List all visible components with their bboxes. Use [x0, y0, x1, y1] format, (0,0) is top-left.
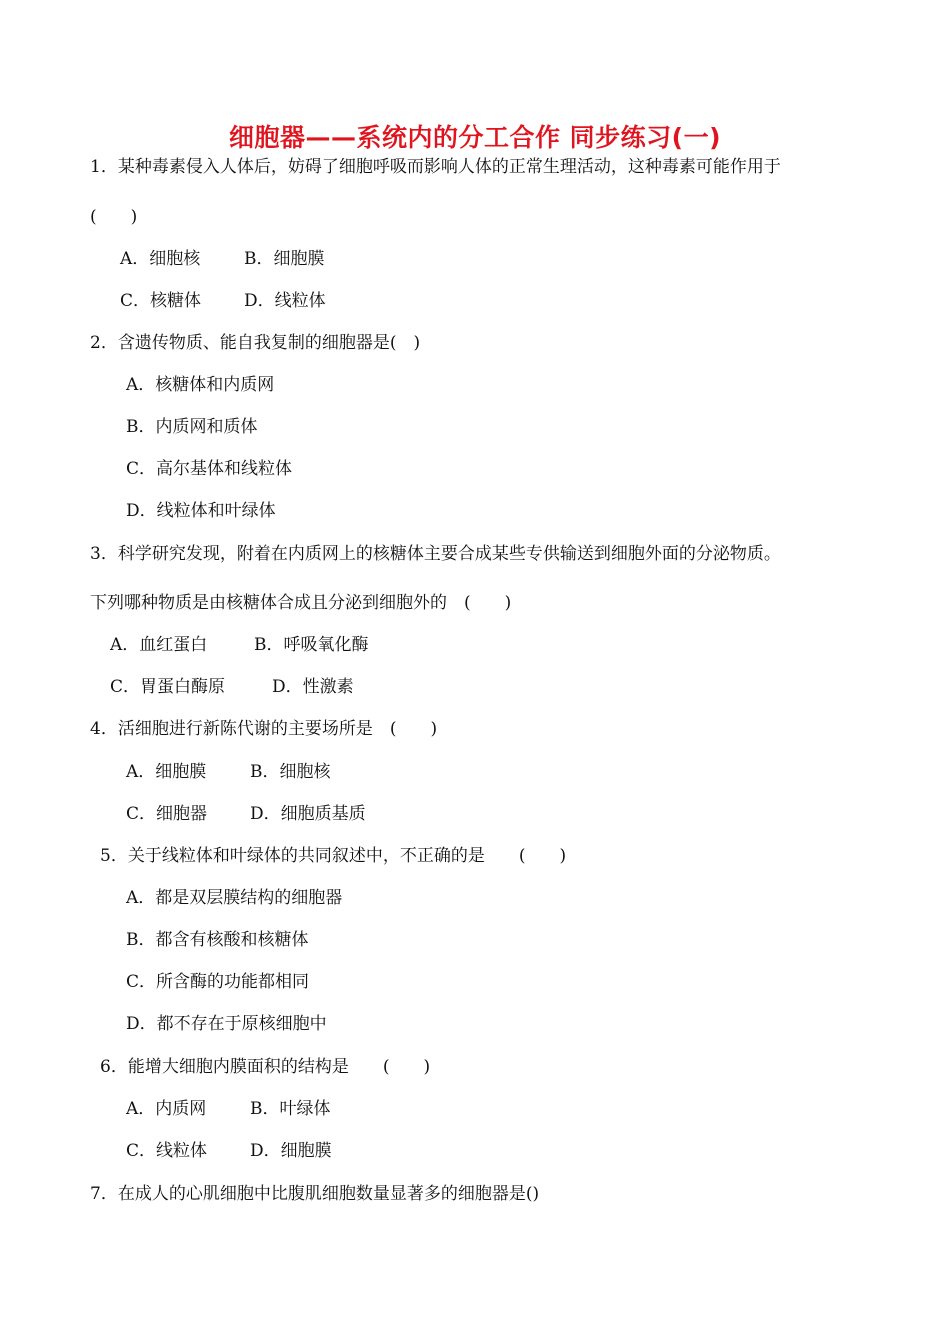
- question-1-stem: 1．某种毒素侵入人体后，妨碍了细胞呼吸而影响人体的正常生理活动，这种毒素可能作用于: [90, 157, 781, 177]
- question-3-option-a: A．血红蛋白: [110, 635, 208, 655]
- question-5-option-b: B．都含有核酸和核糖体: [126, 930, 309, 950]
- question-4-option-d: D．细胞质基质: [250, 804, 366, 824]
- page-title: 细胞器——系统内的分工合作 同步练习(一): [228, 123, 722, 152]
- question-6-stem: 6．能增大细胞内膜面积的结构是 ( ): [100, 1057, 431, 1077]
- question-3-option-c: C．胃蛋白酶原: [110, 677, 226, 697]
- question-6-option-a: A．内质网: [126, 1099, 207, 1119]
- question-2-stem: 2．含遗传物质、能自我复制的细胞器是( ): [90, 333, 421, 353]
- question-2-option-c: C．高尔基体和线粒体: [126, 459, 293, 479]
- question-4-option-c: C．细胞器: [126, 804, 208, 824]
- question-1-option-c: C．核糖体: [120, 291, 202, 311]
- question-4-option-a: A．细胞膜: [126, 762, 207, 782]
- question-1-blank: ( ): [90, 207, 138, 227]
- question-6-option-b: B．叶绿体: [250, 1099, 331, 1119]
- question-2-option-d: D．线粒体和叶绿体: [126, 501, 276, 521]
- question-3-stem: 3．科学研究发现，附着在内质网上的核糖体主要合成某些专供输送到细胞外面的分泌物质。: [90, 544, 781, 564]
- question-2-option-a: A．核糖体和内质网: [126, 375, 275, 395]
- question-6-option-c: C．线粒体: [126, 1141, 208, 1161]
- question-3-option-d: D．性激素: [272, 677, 354, 697]
- question-5-stem: 5．关于线粒体和叶绿体的共同叙述中，不正确的是 ( ): [100, 846, 567, 866]
- question-1-option-a: A．细胞核: [120, 249, 201, 269]
- question-3-stem-continued: 下列哪种物质是由核糖体合成且分泌到细胞外的 ( ): [90, 593, 512, 613]
- question-5-option-c: C．所含酶的功能都相同: [126, 972, 310, 992]
- question-7-stem: 7．在成人的心肌细胞中比腹肌细胞数量显著多的细胞器是(): [90, 1184, 540, 1204]
- question-3-option-b: B．呼吸氧化酶: [254, 635, 369, 655]
- question-2-option-b: B．内质网和质体: [126, 417, 258, 437]
- question-1-option-b: B．细胞膜: [244, 249, 325, 269]
- question-5-option-d: D．都不存在于原核细胞中: [126, 1014, 327, 1034]
- question-1-option-d: D．线粒体: [244, 291, 326, 311]
- question-5-option-a: A．都是双层膜结构的细胞器: [126, 888, 343, 908]
- question-4-stem: 4．活细胞进行新陈代谢的主要场所是 ( ): [90, 719, 438, 739]
- question-6-option-d: D．细胞膜: [250, 1141, 332, 1161]
- question-4-option-b: B．细胞核: [250, 762, 331, 782]
